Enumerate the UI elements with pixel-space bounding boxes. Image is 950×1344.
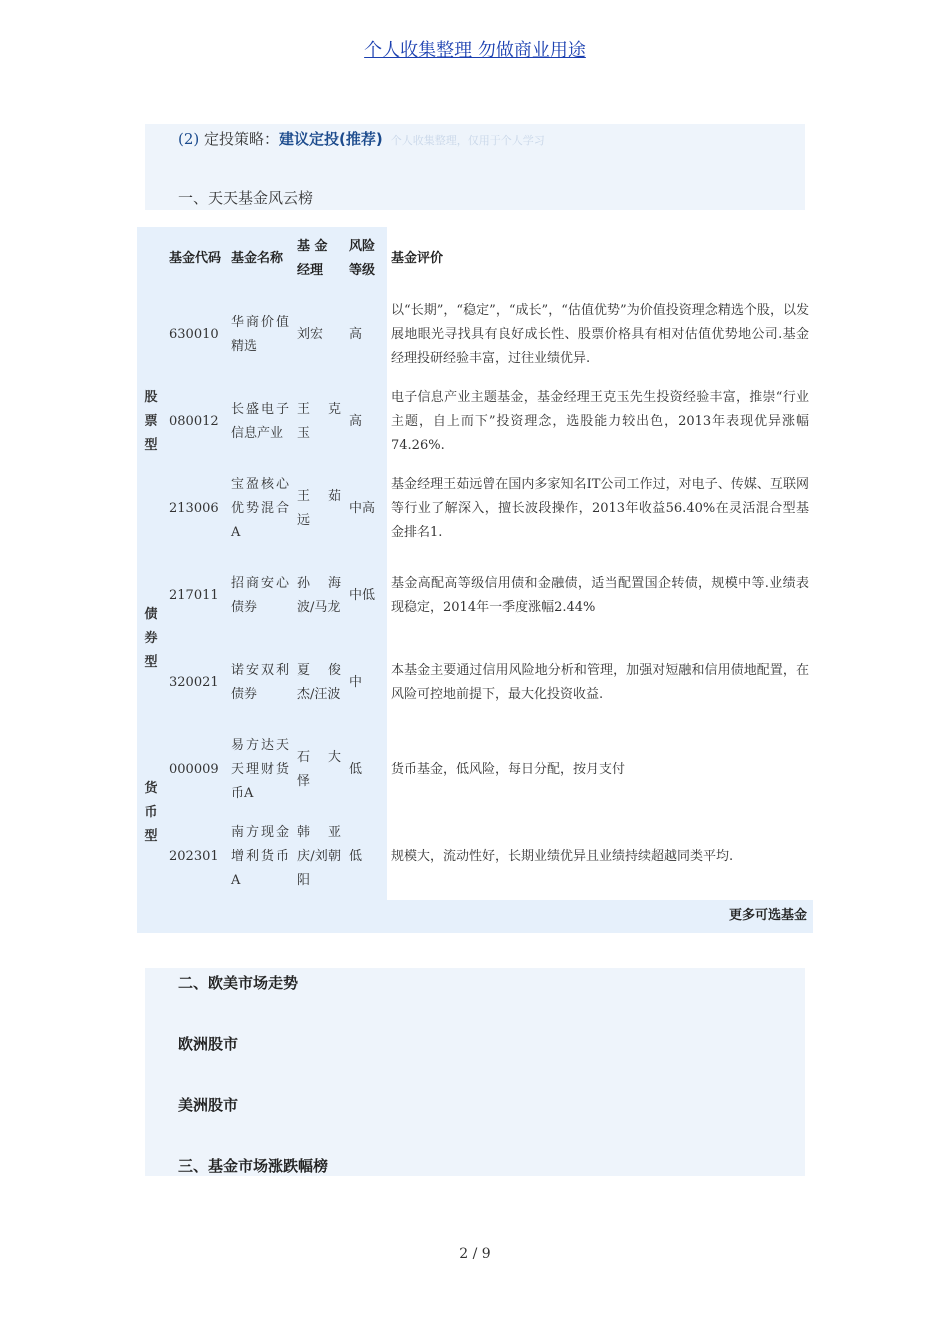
market-block — [145, 968, 805, 1176]
fund-code: 217011 — [169, 587, 219, 603]
table-header-row — [137, 227, 813, 291]
section2-title: 二、欧美市场走势 — [178, 974, 299, 992]
strategy-number: (2) — [178, 130, 200, 148]
fund-name: 宝盈核心优势混合A — [231, 476, 289, 540]
header-risk: 风险等级 — [349, 239, 376, 278]
header-category — [137, 227, 165, 291]
strategy-line — [178, 128, 545, 149]
fund-code: 630010 — [169, 326, 219, 342]
fund-eval: 电子信息产业主题基金，基金经理王克玉先生投资经验丰富，推崇“行业主题，自上而下”投资理念，选股能力较出色，2013年表现优异涨幅74.26%. — [387, 378, 813, 465]
fund-risk: 中低 — [349, 587, 376, 603]
more-funds-link[interactable]: 更多可选基金 — [728, 908, 807, 923]
table-row — [137, 813, 813, 900]
fund-risk: 高 — [349, 326, 363, 342]
fund-eval: 规模大，流动性好，长期业绩优异且业绩持续超越同类平均. — [387, 813, 813, 900]
fund-manager: 王 茹 远 — [297, 488, 341, 528]
fund-name: 诺安双利债券 — [231, 662, 289, 702]
fund-code: 202301 — [169, 848, 219, 864]
table-row — [137, 726, 813, 813]
fund-manager: 刘宏 — [297, 326, 324, 342]
fund-risk: 低 — [349, 761, 363, 777]
table-row — [137, 465, 813, 552]
header-eval: 基金评价 — [387, 227, 813, 291]
fund-code: 320021 — [169, 674, 219, 690]
category-stock: 股票型 — [144, 389, 158, 453]
fund-code: 080012 — [169, 413, 219, 429]
fund-eval: 本基金主要通过信用风险地分析和管理，加强对短融和信用债地配置，在风险可控地前提下，最大化投资收益. — [387, 639, 813, 726]
fund-eval: 以“长期”，“稳定”，“成长”，“估值优势”为价值投资理念精选个股，以发展地眼光寻找具有良好成长性、股票价格具有相对估值优势地公司.基金经理投研经验丰富，过往业绩优异. — [387, 291, 813, 378]
fund-eval: 货币基金，低风险，每日分配，按月支付 — [387, 726, 813, 813]
section1-title: 一、天天基金风云榜 — [178, 189, 314, 207]
fund-code: 000009 — [169, 761, 219, 777]
fund-name: 华商价值精选 — [231, 314, 289, 354]
strategy-block — [145, 124, 805, 210]
fund-eval: 基金经理王茹远曾在国内多家知名IT公司工作过，对电子、传媒、互联网等行业了解深入，擅长波段操作，2013年收益56.40%在灵活混合型基金排名1. — [387, 465, 813, 552]
fund-risk: 高 — [349, 413, 363, 429]
table-row — [137, 378, 813, 465]
section3-title: 三、基金市场涨跌幅榜 — [178, 1157, 329, 1175]
strategy-value: 建议定投(推荐) — [279, 130, 383, 148]
fund-manager: 夏 俊 杰/汪波 — [297, 662, 341, 702]
table-row — [137, 639, 813, 726]
strategy-label: 定投策略： — [204, 130, 280, 148]
america-market-heading: 美洲股市 — [178, 1096, 239, 1114]
fund-risk: 中 — [349, 674, 363, 690]
fund-table-container — [137, 227, 813, 933]
category-money: 货币型 — [144, 781, 158, 844]
header-name: 基金名称 — [231, 251, 284, 266]
europe-market-heading: 欧洲股市 — [178, 1035, 239, 1053]
fund-risk: 中高 — [349, 500, 376, 516]
page-header-notice: 个人收集整理 勿做商业用途 — [364, 40, 586, 61]
fund-code: 213006 — [169, 500, 219, 516]
table-row — [137, 291, 813, 378]
fund-manager: 石 大 怿 — [297, 749, 341, 789]
fund-eval: 基金高配高等级信用债和金融债，适当配置国企转债，规模中等.业绩表现稳定，2014年一季度涨幅2.44% — [387, 552, 813, 639]
fund-name: 南方现金增利货币A — [231, 824, 289, 888]
fund-table — [137, 227, 813, 900]
table-row — [137, 552, 813, 639]
category-bond: 债券型 — [144, 607, 158, 670]
fund-manager: 韩 亚 庆/刘朝阳 — [297, 824, 341, 888]
fund-risk: 低 — [349, 848, 363, 864]
fund-manager: 王 克 玉 — [297, 401, 341, 441]
page-number: 2 / 9 — [459, 1246, 491, 1262]
fund-manager: 孙 海 波/马龙 — [297, 575, 341, 615]
fund-name: 长盛电子信息产业 — [231, 401, 289, 441]
ghost-watermark-text: 个人收集整理，仅用于个人学习 — [390, 134, 545, 147]
header-manager: 基 金 经理 — [297, 239, 328, 278]
fund-name: 易方达天天理财货币A — [231, 737, 289, 801]
header-code: 基金代码 — [169, 251, 222, 266]
fund-name: 招商安心债券 — [231, 575, 289, 615]
